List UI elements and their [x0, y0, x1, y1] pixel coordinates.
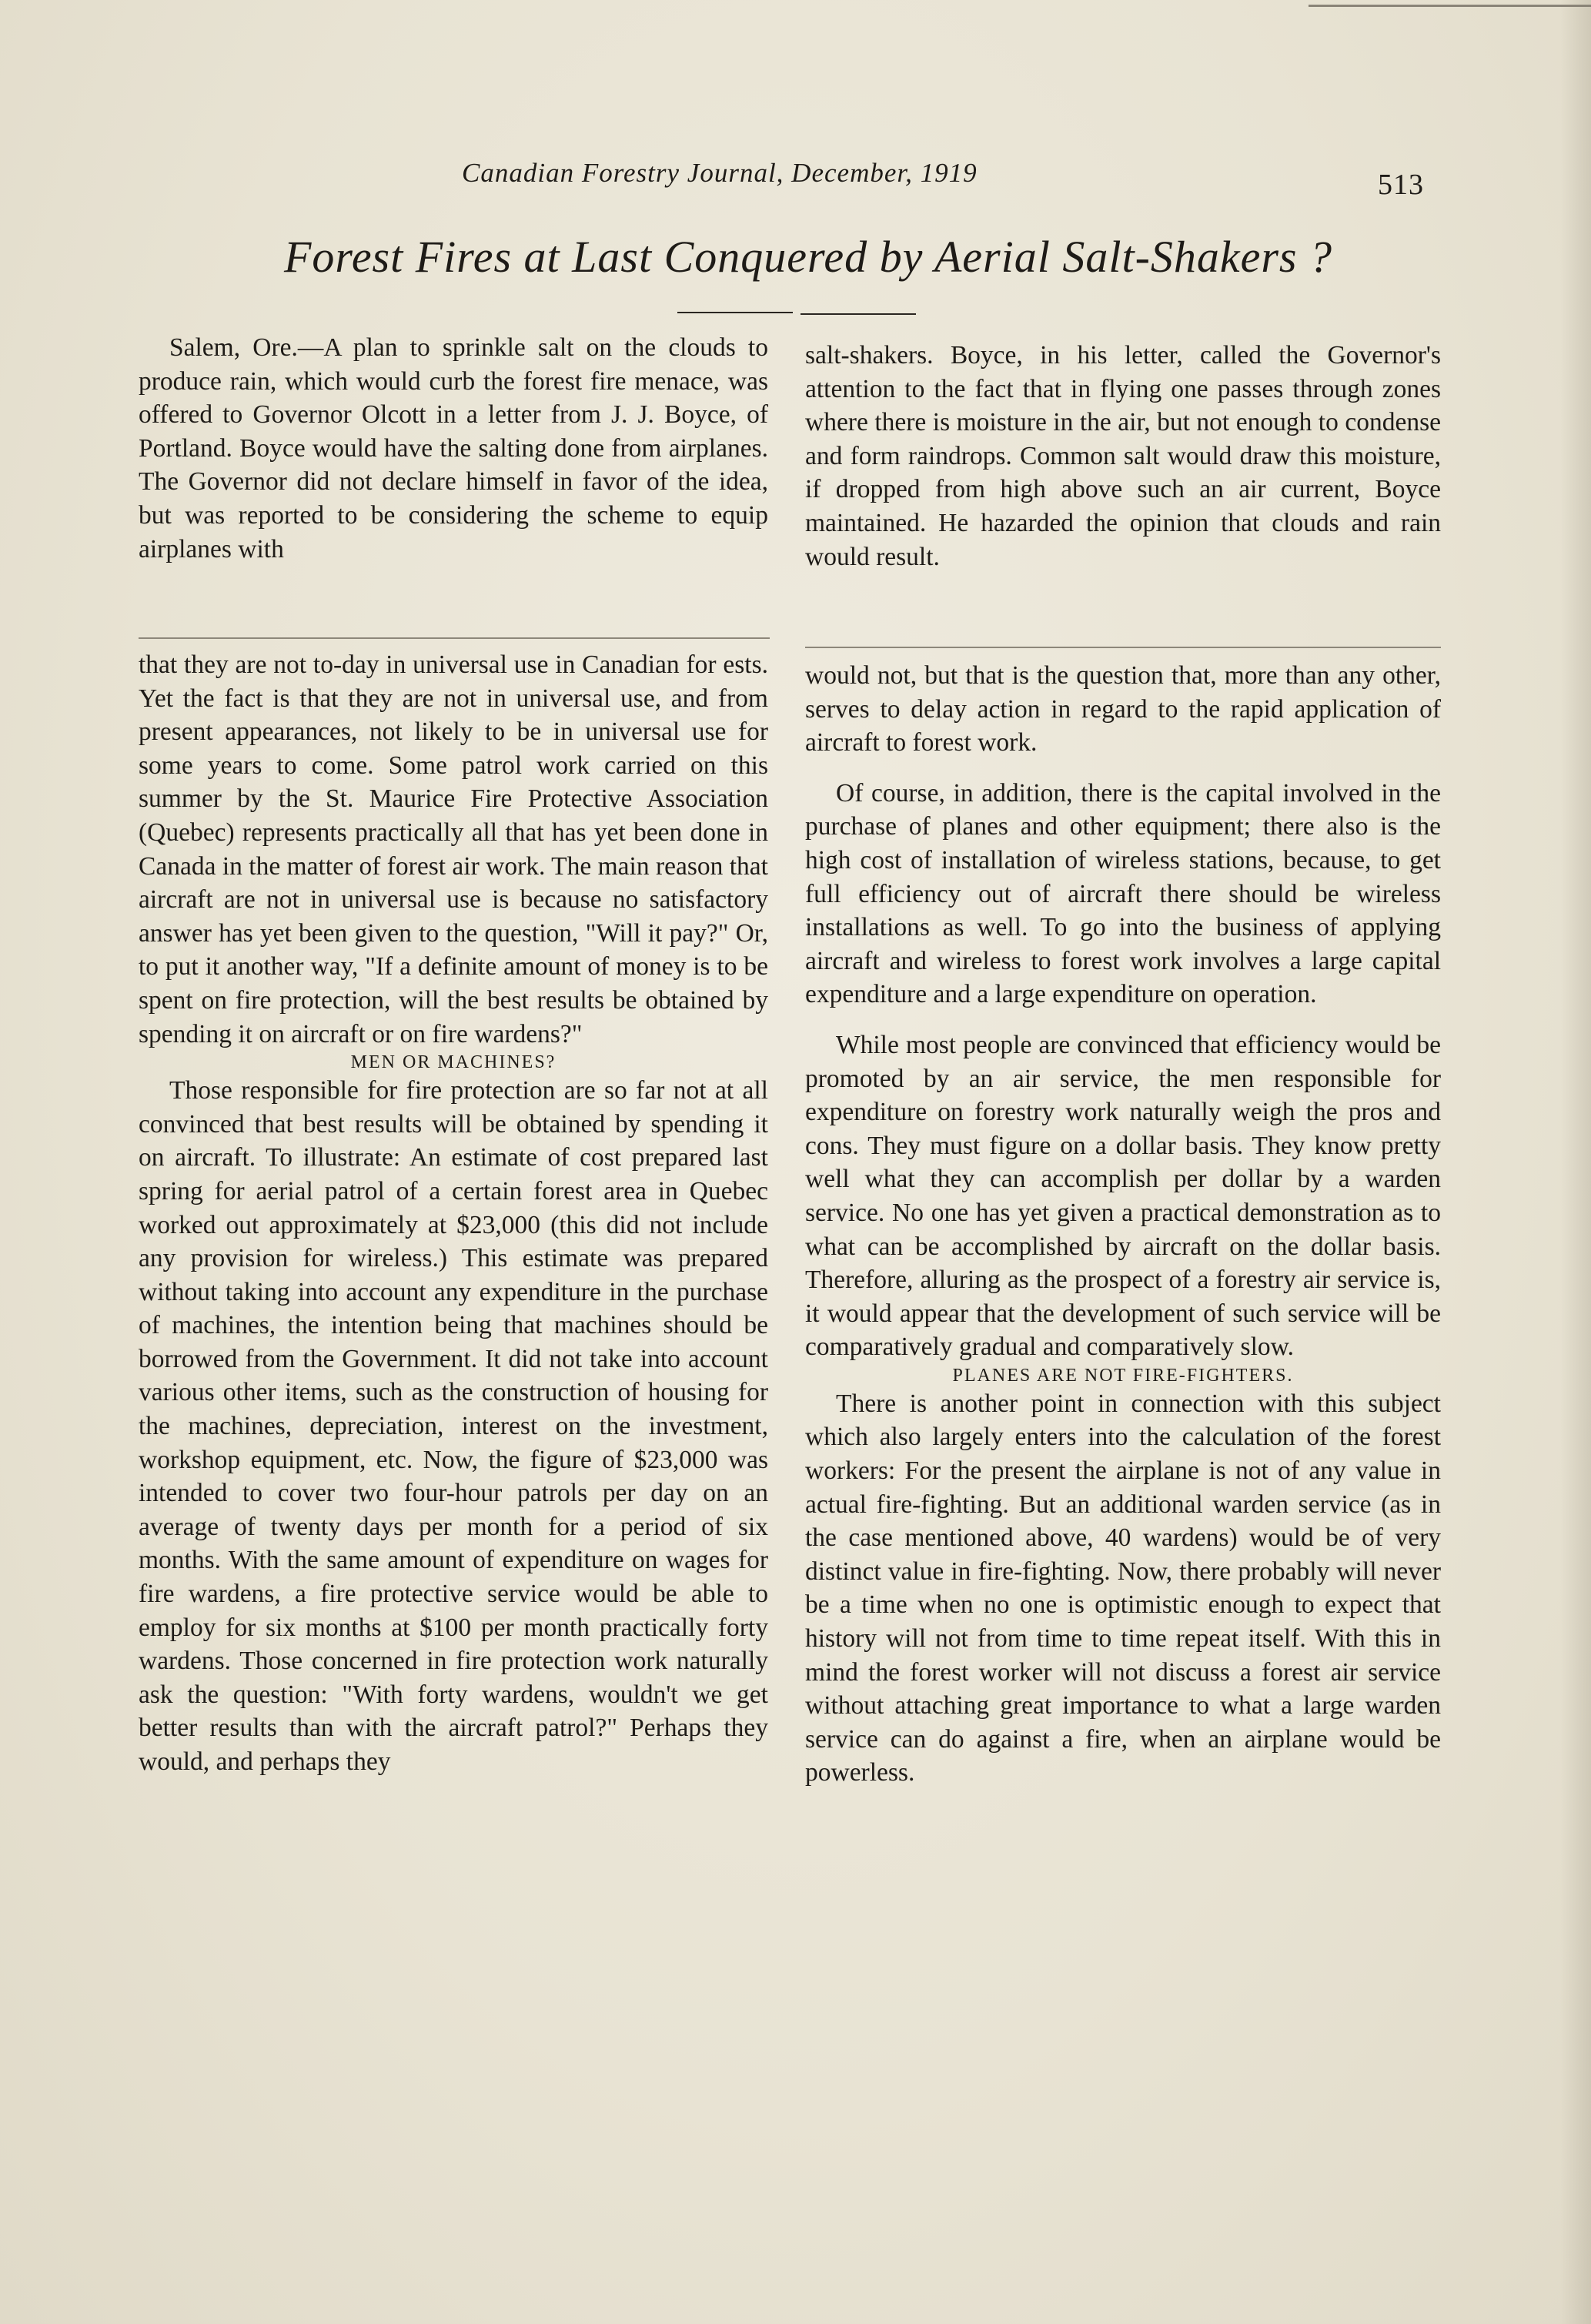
- body-left-paragraph-2: Those responsible for fire protection are so far not at all convinced that best results will be obtained by spending it on aircraft. To illustrate: An estimate of cost prepared last spring for aerial patrol of a certain forest area in Quebec worked out approximately at $23,000 (this did not include any provision for wireless.) This estimate was prepared without taking into account any expenditure in the purchase of machines, the intention being that machines should be borrowed from the Government. It did not take into account various other items, such as the construction of housing for the machines, depreciation, interest on the investment, workshop equipment, etc. Now, the figure of $23,000 was intended to cover two four-hour patrols per day on an average of twenty days per month for a period of six months. With the same amount of expenditure on wages for fire wardens, a fire protective service would be able to employ for six months at $100 per month practically forty wardens. Those concerned in fire protection work naturally ask the question: "With forty wardens, wouldn't we get better results than with the aircraft patrol?" Perhaps they would, and perhaps they: [139, 1076, 768, 1776]
- intro-paragraph-right: salt-shakers. Boyce, in his letter, called the Governor's attention to the fact that in flying one passes through zones where there is moisture in the air, but not enough to condense and form raindrops. Common salt would draw this moisture, if dropped from high above such an air current, Boyce maintained. He hazarded the opinion that clouds and rain would result.: [805, 341, 1441, 571]
- section-divider-right: [805, 647, 1441, 648]
- body-column-left: [139, 648, 768, 1779]
- title-rule-left: [677, 312, 793, 313]
- intro-column-right: [805, 339, 1441, 573]
- intro-paragraph-left: Salem, Ore.—A plan to sprinkle salt on the clouds to produce rain, which would curb the forest fire menace, was offered to Governor Olcott in a letter from J. J. Boyce, of Portland. Boyce would have the salting done from airplanes. The Governor did not declare himself in favor of the idea, but was reported to be considering the scheme to equip airplanes with: [139, 333, 768, 563]
- body-right-paragraph-3: While most people are convinced that efficiency would be promoted by an air service, the men responsible for expenditure on forestry work naturally weigh the pros and cons. They must figure on a dollar basis. They know pretty well what they can accomplish per dollar by a warden service. No one has yet given a practical demonstration as to what can be accomplished by aircraft on the dollar basis. Therefore, alluring as the prospect of a forestry air service is, it would appear that the development of such service will be comparatively gradual and comparatively slow.: [805, 1030, 1441, 1362]
- page-number: 513: [1378, 169, 1424, 201]
- body-right-paragraph-4: There is another point in connection with this subject which also largely enters into the calculation of the forest workers: For the present the airplane is not of any value in actual fire-fighting. But an additional warden service (as in the case mentioned above, 40 wardens) would be of very distinct value in fire-fighting. Now, there probably will never be a time when no one is optimistic enough to expect that history will not from time to time repeat itself. With this in mind the forest worker will not discuss a forest air service without attaching great importance to what a large warden service can do against a fire, when an airplane would be powerless.: [805, 1389, 1441, 1787]
- intro-column-left: [139, 331, 768, 566]
- body-column-right: [805, 659, 1441, 1790]
- subhead-men-or-machines: MEN OR MACHINES?: [350, 1052, 557, 1073]
- body-right-paragraph-1: would not, but that is the question that, more than any other, serves to delay action in regard to the rapid application of aircraft to forest work.: [805, 661, 1441, 757]
- top-edge-rule: [1309, 5, 1591, 7]
- section-divider-left: [139, 637, 770, 639]
- title-rule-right: [801, 313, 916, 315]
- subhead-planes-not-fire-fighters: PLANES ARE NOT FIRE-FIGHTERS.: [952, 1365, 1294, 1386]
- body-left-paragraph-1: that they are not to-day in universal use in Canadian for ests. Yet the fact is that they are not in universal use, and from present appearances, not likely to be in universal use for some years to come. Some patrol work carried on this summer by the St. Maurice Fire Protective Association (Quebec) represents practically all that has yet been done in Canada in the matter of forest air work. The main reason that aircraft are not in universal use is because no satisfactory answer has yet been given to the question, "Will it pay?" Or, to put it another way, "If a definite amount of money is to be spent on fire protection, will the best results be obtained by spending it on aircraft or on fire wardens?": [139, 650, 768, 1048]
- body-right-paragraph-2: Of course, in addition, there is the capital involved in the purchase of planes and other equipment; there also is the high cost of installation of wireless stations, because, to get full efficiency out of aircraft there should be wireless installations as well. To go into the business of applying aircraft and wireless to forest work involves a large capital expenditure and a large expenditure on operation.: [805, 778, 1441, 1009]
- article-title: Forest Fires at Last Conquered by Aerial Salt-Shakers ?: [283, 232, 1333, 282]
- page-edge-shadow: [1560, 0, 1591, 2324]
- running-header: Canadian Forestry Journal, December, 1919: [462, 158, 978, 188]
